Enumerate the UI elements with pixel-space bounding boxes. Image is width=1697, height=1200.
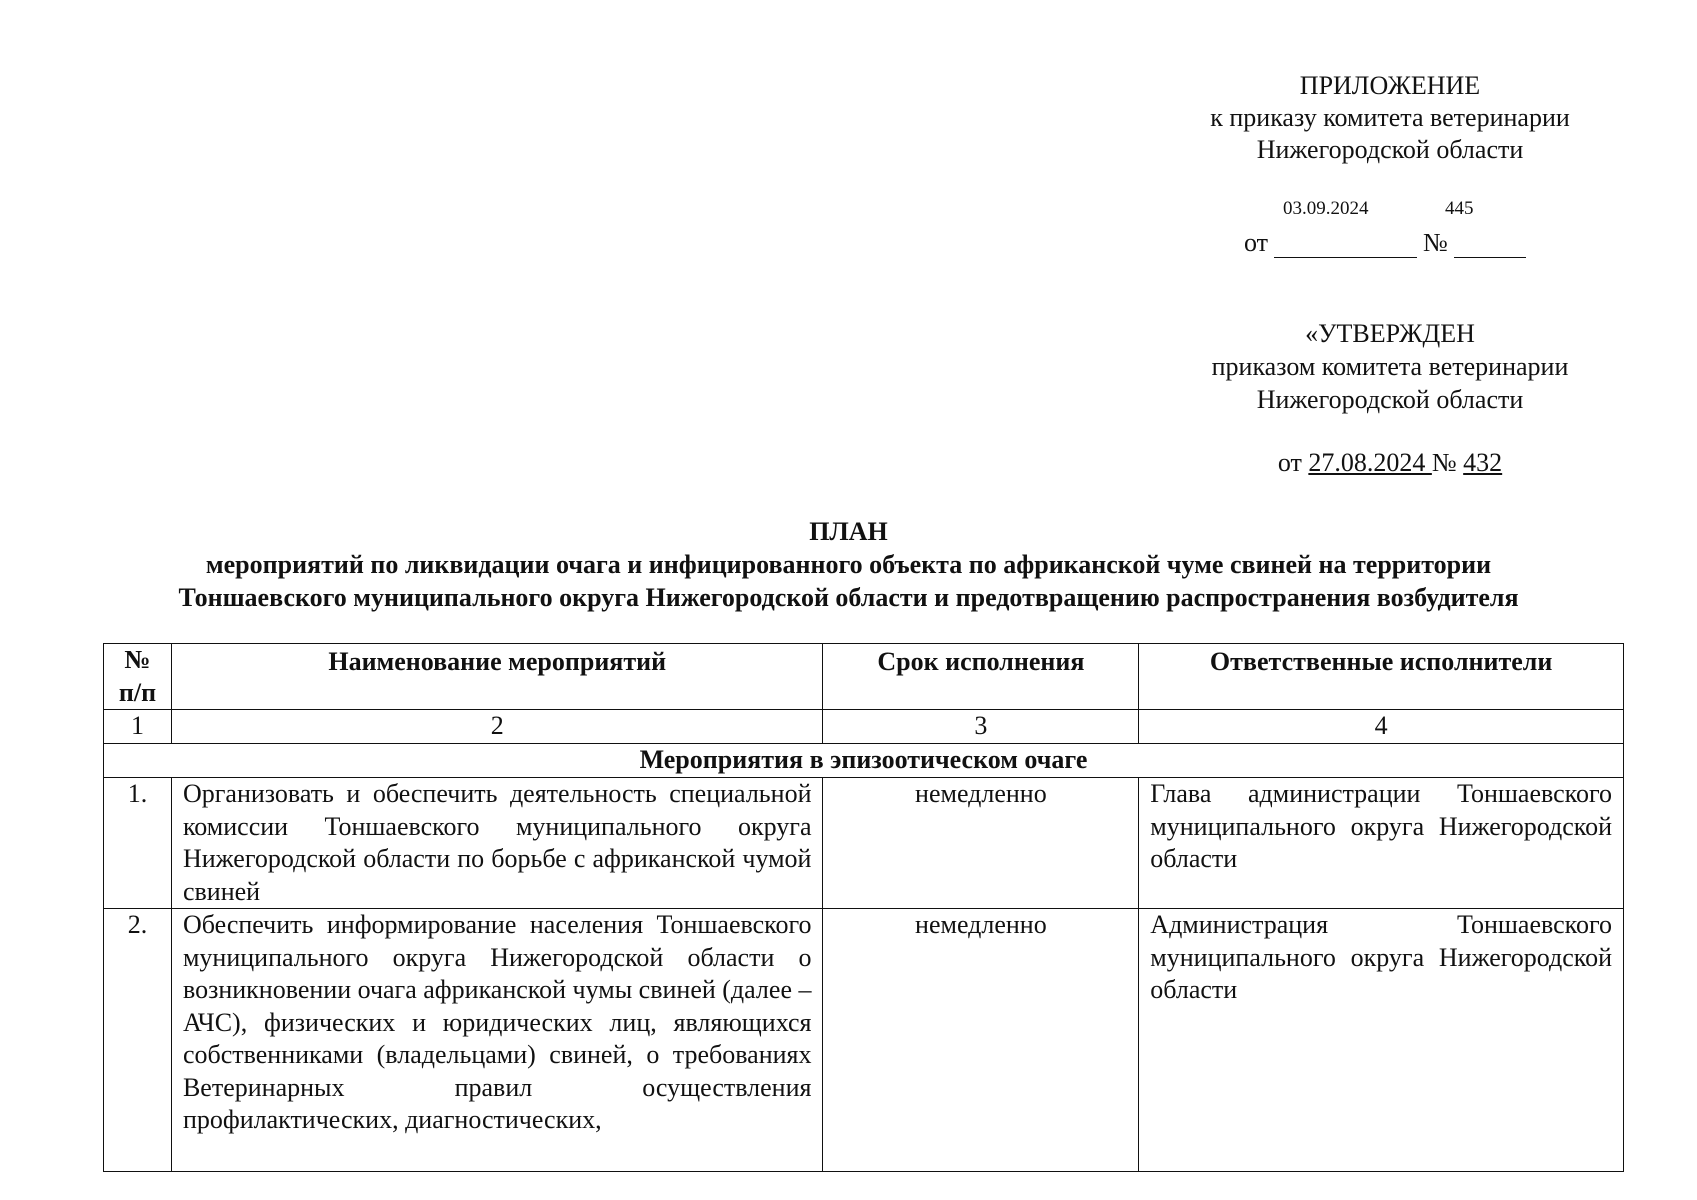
date-underline [1274, 232, 1417, 258]
approval-date: 27.08.2024 [1308, 448, 1432, 477]
appendix-block [1150, 70, 1630, 166]
registration-block [1150, 198, 1630, 268]
column-number-4: 4 [1139, 710, 1624, 744]
column-number-3: 3 [823, 710, 1139, 744]
table-header-row [104, 644, 1624, 710]
approval-number-label: № [1431, 448, 1457, 477]
number-label: № [1423, 228, 1448, 257]
appendix-title: ПРИЛОЖЕНИЕ [1299, 71, 1481, 100]
row-measure: Организовать и обеспечить деятельность специальной комиссии Тоншаевского муниципального округа Нижегородской области по борьбе с африканской чумой свиней [171, 778, 823, 909]
table-row [104, 909, 1624, 1172]
row-term: немедленно [823, 909, 1139, 1172]
appendix-line-2: Нижегородской области [1256, 135, 1524, 164]
section-title: Мероприятия в эпизоотическом очаге [104, 744, 1624, 778]
row-number: 1. [104, 778, 172, 909]
approval-title: «УТВЕРЖДЕН [1305, 319, 1475, 348]
approval-from-label: от [1277, 448, 1302, 477]
plan-title-block [100, 515, 1597, 614]
row-measure: Обеспечить информирование населения Тоншаевского муниципального округа Нижегородской области о возникновении очага африканской чумы свиней (далее – АЧС), физических и юридических лиц, являющихся собственниками (владельцами) свиней, о требованиях Ветеринарных правил осуществления профилактических, диагностических, [171, 909, 823, 1172]
header-number: № п/п [104, 644, 172, 710]
column-number-1: 1 [104, 710, 172, 744]
approval-block [1150, 317, 1630, 416]
column-number-2: 2 [171, 710, 823, 744]
plan-table [103, 643, 1624, 1172]
plan-title: ПЛАН [809, 517, 888, 546]
header-name: Наименование мероприятий [171, 644, 823, 710]
approval-line-1: приказом комитета ветеринарии [1211, 352, 1569, 381]
registration-line [1244, 228, 1526, 258]
registration-date: 03.09.2024 [1283, 198, 1369, 219]
header-responsible: Ответственные исполнители [1139, 644, 1624, 710]
header-term: Срок исполнения [823, 644, 1139, 710]
number-underline [1454, 232, 1526, 258]
approval-number: 432 [1463, 448, 1503, 477]
plan-subtitle-line-2: Тоншаевского муниципального округа Нижегородской области и предотвращению распространения возбудителя [178, 583, 1519, 612]
row-responsible: Глава администрации Тоншаевского муниципального округа Нижегородской области [1139, 778, 1624, 909]
section-row [104, 744, 1624, 778]
approval-date-line [1150, 448, 1630, 478]
plan-subtitle-line-1: мероприятий по ликвидации очага и инфицированного объекта по африканской чуме свиней на территории [205, 550, 1492, 579]
table-row [104, 778, 1624, 909]
row-term: немедленно [823, 778, 1139, 909]
registration-number: 445 [1445, 198, 1474, 219]
from-label: от [1244, 228, 1269, 257]
row-number: 2. [104, 909, 172, 1172]
approval-line-2: Нижегородской области [1256, 385, 1524, 414]
row-responsible: Администрация Тоншаевского муниципального округа Нижегородской области [1139, 909, 1624, 1172]
appendix-line-1: к приказу комитета ветеринарии [1210, 103, 1570, 132]
column-numbers-row [104, 710, 1624, 744]
